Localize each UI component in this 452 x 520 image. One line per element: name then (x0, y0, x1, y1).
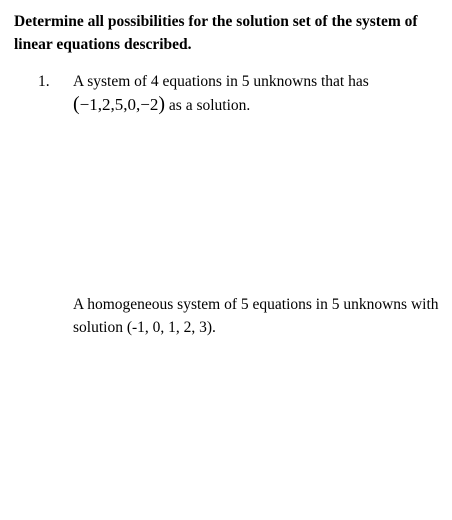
item-text-after: as a solution. (168, 97, 251, 114)
item-text-before: A system of 4 equations in 5 unknowns that has (73, 73, 369, 90)
close-paren: ) (158, 93, 166, 115)
problem-item-2: A homogeneous system of 5 equations in 5 unknowns with solution (-1, 0, 1, 2, 3). (73, 296, 439, 336)
open-paren: ( (73, 93, 80, 115)
solution-vector (73, 95, 165, 114)
item-number: 1. (38, 73, 50, 90)
solution-values: −1,2,5,0,−2 (79, 95, 159, 114)
problem-heading: Determine all possibilities for the solution set of the system of linear equations described. (14, 13, 418, 53)
item-body (73, 70, 443, 117)
